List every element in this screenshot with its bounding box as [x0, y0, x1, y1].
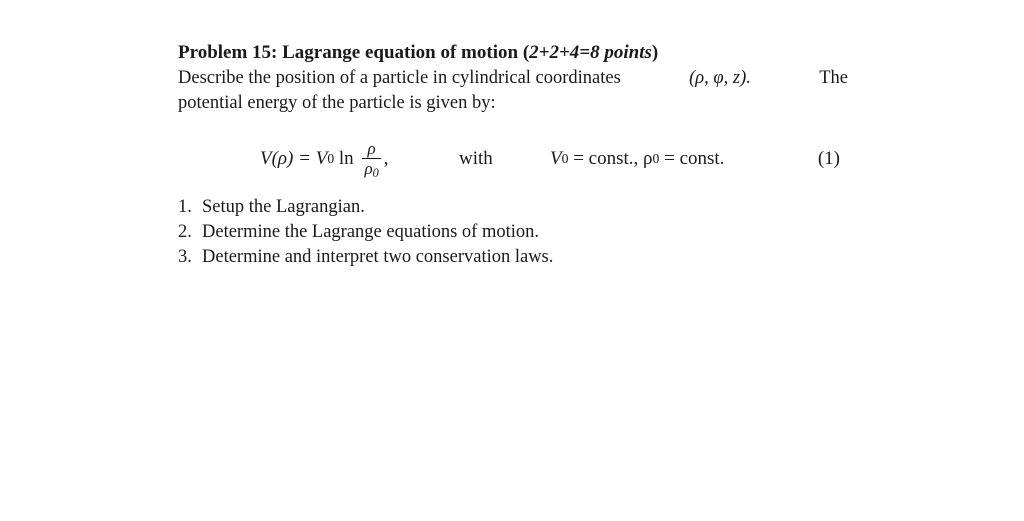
task-text: Setup the Lagrangian.: [202, 197, 365, 217]
cond-end: = const.: [659, 148, 725, 169]
equation-conditions: V 0 = const., ρ 0 = const.: [550, 148, 725, 169]
task-list: [178, 195, 553, 270]
task-text: Determine the Lagrange equations of motion.: [202, 222, 540, 242]
problem-document: [178, 40, 848, 267]
ln-operator: ln: [334, 148, 359, 169]
equation-with: with: [459, 148, 493, 169]
fraction-numerator: ρ: [367, 138, 376, 158]
description-line-1: [178, 66, 848, 91]
task-number: 2.: [178, 222, 192, 242]
equation-lhs: V(ρ) = V 0 ln $\frac{\rho}{\rho_0}$ ,: [260, 138, 389, 180]
description-text-1: Describe the position of a particle in cylindrical coordinates: [178, 68, 621, 88]
potential-equation: [178, 136, 848, 182]
fraction-denominator-text: ρ: [364, 158, 373, 178]
description-text-2: The: [819, 68, 848, 88]
fraction-denominator-sub: 0: [372, 165, 379, 180]
problem-description: [178, 66, 848, 116]
task-text: Determine and interpret two conservation laws.: [202, 247, 554, 267]
cond-mid: = const., ρ: [568, 148, 653, 169]
rho-fraction: [362, 140, 380, 179]
equation-lhs-text: V(ρ) = V: [260, 148, 328, 169]
cond-v: V: [550, 148, 562, 169]
points-close: ): [651, 42, 659, 63]
equation-number: (1): [817, 148, 840, 169]
description-line-2: potential energy of the particle is given by:: [178, 93, 496, 113]
points-open: (: [522, 42, 530, 63]
list-item: [178, 220, 553, 245]
list-item: [178, 245, 553, 270]
list-item: [178, 195, 553, 220]
fraction-denominator: [362, 159, 380, 179]
problem-title-text: Problem 15: Lagrange equation of motion: [178, 42, 519, 63]
coordinates: (ρ, φ, z).: [689, 68, 751, 88]
task-number: 1.: [178, 197, 192, 217]
problem-title: [178, 40, 848, 66]
problem-points: 2+2+4=8 points: [529, 42, 652, 63]
task-number: 3.: [178, 247, 192, 267]
equation-comma: ,: [383, 148, 389, 169]
